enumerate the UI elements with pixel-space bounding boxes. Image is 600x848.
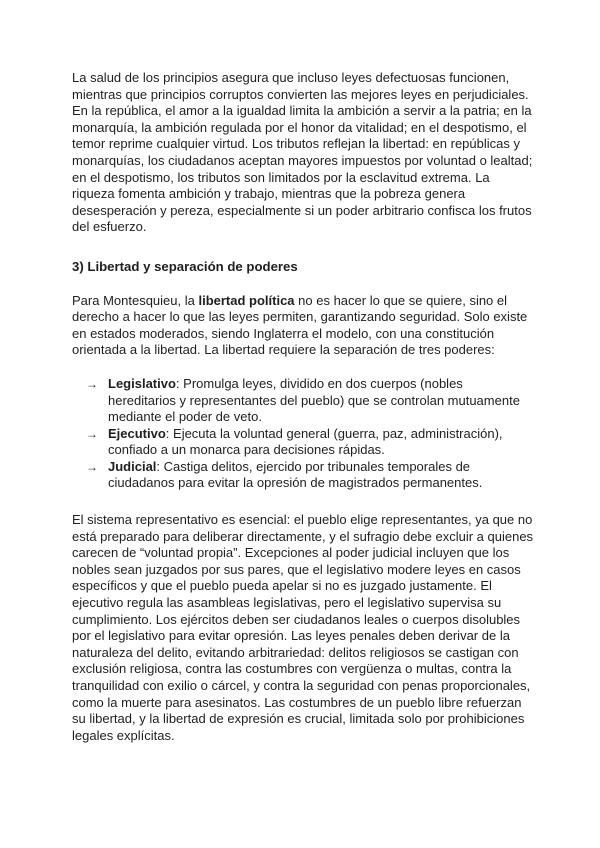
power-description: : Castiga delitos, ejercido por tribunales temporales de ciudadanos para evitar la opresión de magistrados permanentes. — [108, 458, 483, 491]
power-name: Judicial — [108, 458, 157, 474]
arrow-bullet-icon: → — [86, 426, 98, 441]
arrow-bullet-icon: → — [86, 376, 98, 391]
list-item-ejecutivo — [86, 425, 534, 459]
list-item-judicial — [86, 458, 534, 492]
power-description: : Ejecuta la voluntad general (guerra, paz, administración), confiado a un monarca para decisiones rápidas. — [108, 425, 503, 458]
power-name: Ejecutivo — [108, 425, 166, 441]
document-body — [72, 70, 534, 744]
paragraph-representative-system: El sistema representativo es esencial: el pueblo elige representantes, ya que no está preparado para deliberar directamente, y el sufragio debe excluir a quienes carecen de “voluntad propia”. Excepciones al poder judicial incluyen que los nobles sean juzgados por sus pares, que el legislativo modere leyes en casos específicos y que el pueblo pueda apelar si no es juzgado justamente. El ejecutivo regula las asambleas legislativas, pero el legislativo supervisa su cumplimiento. Los ejércitos deben ser ciudadanos leales o cuerpos disolubles por el legislativo para evitar opresión. Las leyes penales deben derivar de la naturaleza del delito, evitando arbitrariedad: delitos religiosos se castigan con exclusión religiosa, contra las costumbres con vergüenza o multas, contra la tranquilidad con exilio o cárcel, y contra la seguridad con penas proporcionales, como la muerte para asesinatos. Las costumbres de un pueblo libre refuerzan su libertad, y la libertad de expresión es crucial, limitada solo por prohibiciones legales explícitas. — [72, 512, 534, 743]
text-run: no es hacer lo que se quiere, sino el derecho a hacer lo que las leyes permiten, garantizando seguridad. Solo existe en estados moderados, siendo Inglaterra el modelo, con una constitución orientada a la libertad. La libertad requiere la separación de tres poderes: — [72, 292, 528, 358]
arrow-bullet-icon: → — [86, 459, 98, 474]
power-description: : Promulga leyes, dividido en dos cuerpos (nobles hereditarios y representantes del pueblo) que se controlan mutuamente mediante el poder de veto. — [108, 375, 520, 425]
power-name: Legislativo — [108, 375, 176, 391]
list-item-legislativo — [86, 375, 534, 426]
paragraph-political-liberty — [72, 293, 534, 359]
paragraph-principles: La salud de los principios asegura que incluso leyes defectuosas funcionen, mientras que principios corruptos convierten las mejores leyes en perjudiciales. En la república, el amor a la igualdad limita la ambición a servir a la patria; en la monarquía, la ambición regulada por el honor da vitalidad; en el despotismo, el temor reprime cualquier virtud. Los tributos reflejan la libertad: en repúblicas y monarquías, los ciudadanos aceptan mayores impuestos por voluntad o lealtad; en el despotismo, los tributos son limitados por la esclavitud extrema. La riqueza fomenta ambición y trabajo, mientras que la pobreza genera desesperación y pereza, especialmente si un poder arbitrario confisca los frutos del esfuerzo. — [72, 70, 533, 235]
text-run: Para Montesquieu, la — [72, 292, 199, 308]
bold-term: libertad política — [198, 292, 295, 308]
section-heading: 3) Libertad y separación de poderes — [72, 258, 298, 274]
powers-list — [72, 376, 534, 492]
